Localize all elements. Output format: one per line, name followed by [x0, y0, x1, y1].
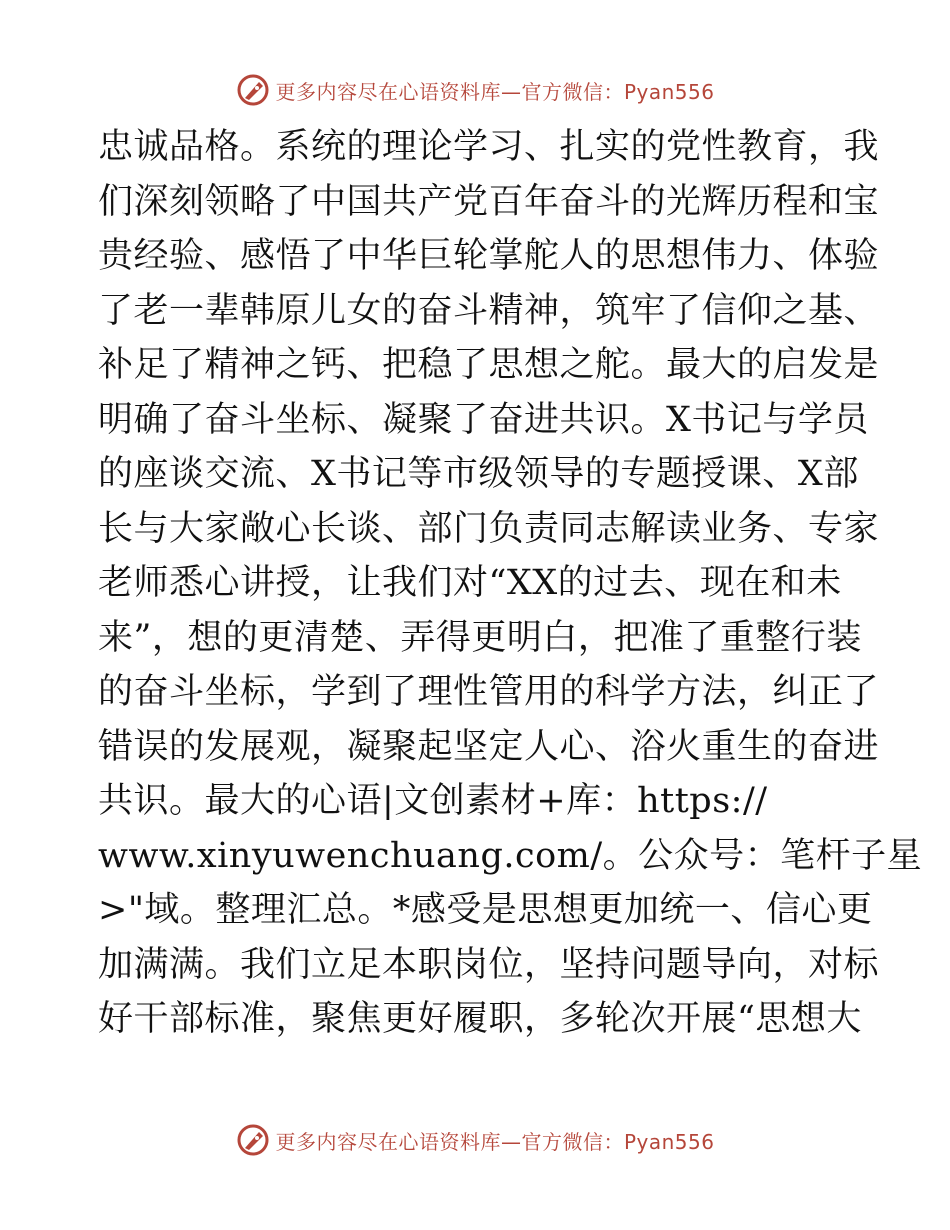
body-line: 老师悉心讲授，让我们对“XX的过去、现在和未 [98, 563, 842, 603]
body-line: 明确了奋斗坐标、凝聚了奋进共识。X书记与学员 [98, 399, 869, 440]
body-line: 补足了精神之钙、把稳了思想之舵。最大的启发是 [98, 345, 880, 385]
body-line: 来”，想的更清楚、弄得更明白，把准了重整行装 [98, 617, 862, 658]
body-line: 贵经验、感悟了中华巨轮掌舵人的思想伟力、体验 [98, 236, 880, 276]
body-line: >"域。整理汇总。*感受是思想更加统一、信心更 [98, 890, 873, 930]
body-line: 的奋斗坐标，学到了理性管用的科学方法，纠正了 [98, 672, 880, 712]
body-line: 好干部标准，聚焦更好履职，多轮次开展“思想大 [98, 999, 862, 1039]
footer-banner [0, 1120, 950, 1160]
document-body [98, 120, 923, 1047]
body-line: 错误的发展观，凝聚起坚定人心、浴火重生的奋进 [98, 726, 880, 767]
body-line: 们深刻领略了中国共产党百年奋斗的光辉历程和宝 [98, 181, 880, 222]
body-line: 共识。最大的心语|文创素材+库：https:// [98, 781, 768, 821]
pen-nib-logo-icon [235, 1122, 271, 1158]
pen-nib-logo-icon [235, 72, 271, 108]
body-line: 长与大家敞心长谈、部门负责同志解读业务、专家 [98, 508, 880, 549]
footer-banner-text: 更多内容尽在心语资料库—官方微信：Pyan556 [275, 1129, 715, 1154]
body-line: www.xinyuwenchuang.com/。公众号：笔杆子星 [98, 835, 923, 876]
body-line: 加满满。我们立足本职岗位，坚持问题导向，对标 [98, 944, 880, 985]
body-line: 的座谈交流、X书记等市级领导的专题授课、X部 [98, 454, 859, 494]
body-line: 了老一辈韩原儿女的奋斗精神，筑牢了信仰之基、 [98, 290, 880, 331]
header-banner-text: 更多内容尽在心语资料库—官方微信：Pyan556 [275, 79, 715, 104]
body-line: 忠诚品格。系统的理论学习、扎实的党性教育，我 [98, 127, 880, 167]
header-banner [0, 70, 950, 110]
